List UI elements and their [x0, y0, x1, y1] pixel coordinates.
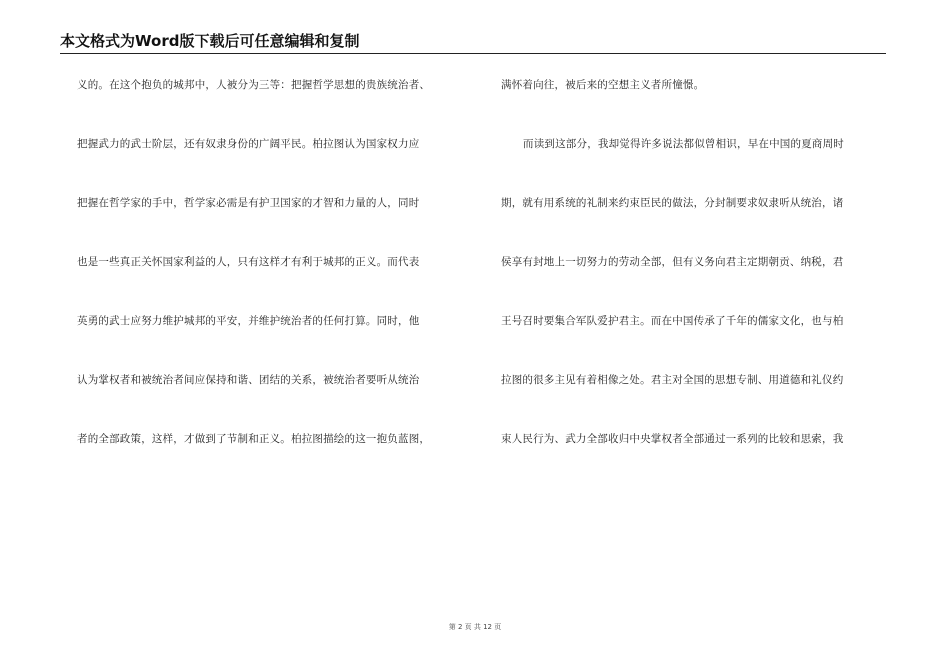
page-number: 第 2 页 共 12 页 — [448, 623, 502, 631]
text-line: 英勇的武士应努力维护城邦的平安，并维护统治者的任何打算。同时，他 — [77, 315, 420, 327]
text-line: 把握在哲学家的手中，哲学家必需是有护卫国家的才智和力量的人，同时 — [77, 197, 420, 209]
text-line: 束人民行为、武力全部收归中央掌权者全部通过一系列的比较和思索，我 — [501, 433, 844, 445]
text-line: 者的全部政策，这样，才做到了节制和正义。柏拉图描绘的这一抱负蓝图， — [77, 433, 431, 445]
text-line: 满怀着向往，被后来的空想主义者所憧憬。 — [501, 79, 705, 91]
text-line: 而读到这部分，我却觉得许多说法都似曾相识，早在中国的夏商周时 — [523, 138, 844, 150]
text-line: 王号召时要集合军队爱护君主。而在中国传承了千年的儒家文化，也与柏 — [501, 315, 844, 327]
text-line: 期，就有用系统的礼制来约束臣民的做法，分封制要求奴隶听从统治，诸 — [501, 197, 844, 209]
text-line: 侯享有封地上一切努力的劳动全部，但有义务向君主定期朝贡、纳税，君 — [501, 256, 844, 268]
text-line: 也是一些真正关怀国家利益的人，只有这样才有利于城邦的正义。而代表 — [77, 256, 420, 268]
text-line: 认为掌权者和被统治者间应保持和谐、团结的关系，被统治者要听从统治 — [77, 374, 420, 386]
right-text-column — [501, 77, 887, 490]
left-text-column — [77, 77, 463, 490]
text-line: 义的。在这个抱负的城邦中，人被分为三等：把握哲学思想的贵族统治者、 — [77, 79, 431, 91]
page-header — [60, 29, 886, 54]
text-line: 拉图的很多主见有着相像之处。君主对全国的思想专制、用道德和礼仪约 — [501, 374, 844, 386]
page-header-title: 本文格式为Word版下载后可任意编辑和复制 — [60, 32, 360, 50]
text-line: 把握武力的武士阶层，还有奴隶身份的广阔平民。柏拉图认为国家权力应 — [77, 138, 420, 150]
